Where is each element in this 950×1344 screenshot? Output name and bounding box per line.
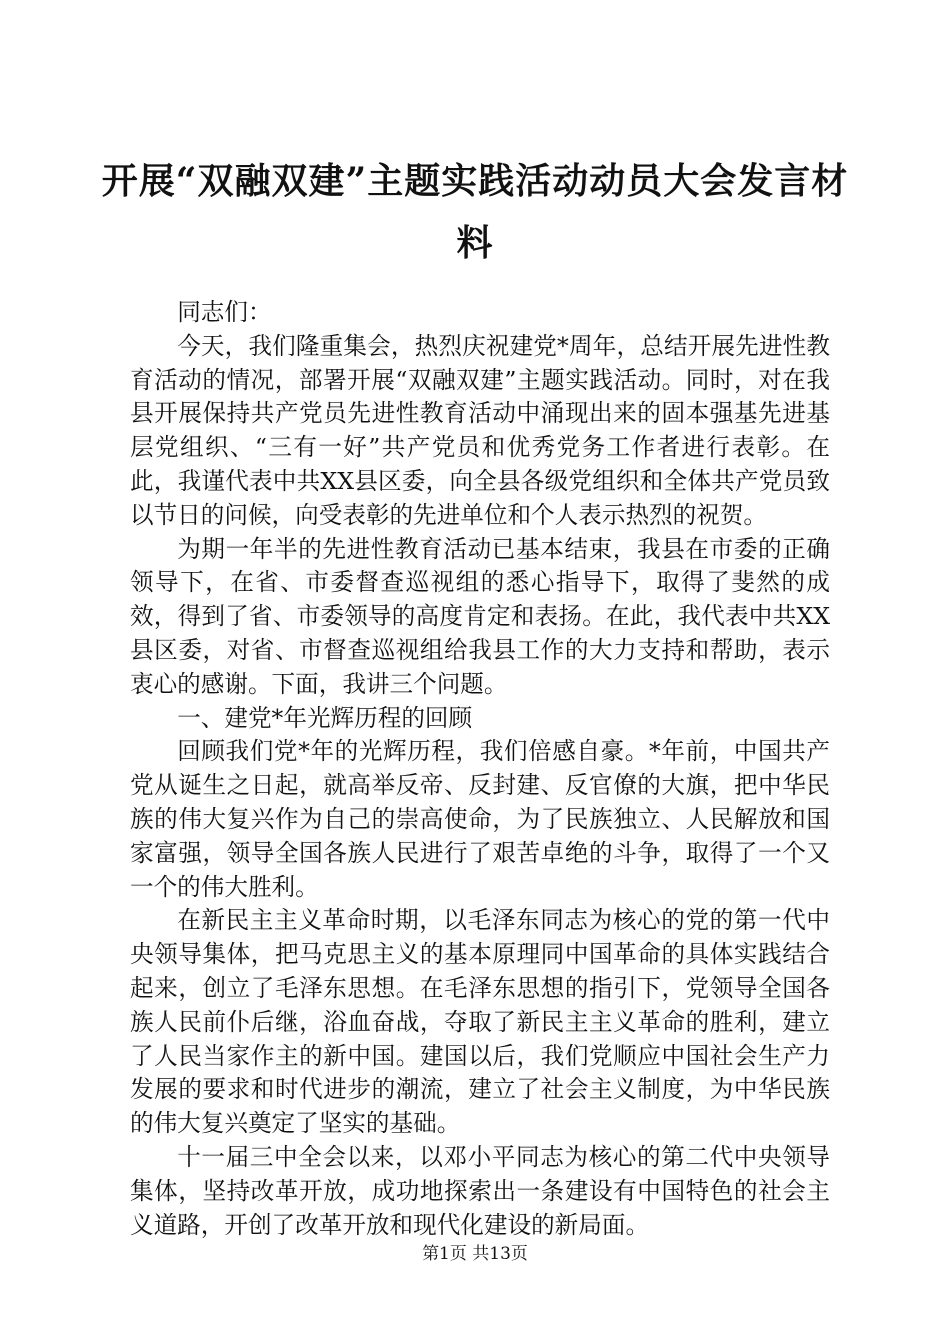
paragraph-5: 十一届三中全会以来，以邓小平同志为核心的第二代中央领导集体，坚持改革开放，成功地探索出一条建设有中国特色的社会主义道路，开创了改革开放和现代化建设的新局面。: [130, 1142, 830, 1239]
document-title: 开展“双融双建”主题实践活动动员大会发言材料: [101, 160, 849, 264]
paragraph-2: 为期一年半的先进性教育活动已基本结束，我县在市委的正确领导下，在省、市委督查巡视组的悉心指导下，取得了斐然的成效，得到了省、市委领导的高度肯定和表扬。在此，我代表中共XX县区委，对省、市督查巡视组给我县工作的大力支持和帮助，表示衷心的感谢。下面，我讲三个问题。: [130, 534, 830, 698]
document-body: [130, 296, 830, 1242]
section-heading-1: 一、建党*年光辉历程的回顾: [177, 703, 473, 732]
paragraph-1: 今天，我们隆重集会，热烈庆祝建党*周年，总结开展先进性教育活动的情况，部署开展“双融双建”主题实践活动。同时，对在我县开展保持共产党员先进性教育活动中涌现出来的固本强基先进基层党组织、“三有一好”共产党员和优秀党务工作者进行表彰。在此，我谨代表中共XX县区委，向全县各级党组织和全体共产党员致以节日的问候，向受表彰的先进单位和个人表示热烈的祝贺。: [130, 331, 830, 529]
paragraph-3: 回顾我们党*年的光辉历程，我们倍感自豪。*年前，中国共产党从诞生之日起，就高举反帝、反封建、反官僚的大旗，把中华民族的伟大复兴作为自己的崇高使命，为了民族独立、人民解放和国家富强，领导全国各族人民进行了艰苦卓绝的斗争，取得了一个又一个的伟大胜利。: [130, 737, 830, 901]
page-footer: 第1页 共13页: [422, 1244, 528, 1264]
paragraph-4: 在新民主主义革命时期，以毛泽东同志为核心的党的第一代中央领导集体，把马克思主义的基本原理同中国革命的具体实践结合起来，创立了毛泽东思想。在毛泽东思想的指引下，党领导全国各族人民前仆后继，浴血奋战，夺取了新民主主义革命的胜利，建立了人民当家作主的新中国。建国以后，我们党顺应中国社会生产力发展的要求和时代进步的潮流，建立了社会主义制度，为中华民族的伟大复兴奠定了坚实的基础。: [130, 906, 830, 1138]
salutation: 同志们：: [177, 298, 272, 326]
